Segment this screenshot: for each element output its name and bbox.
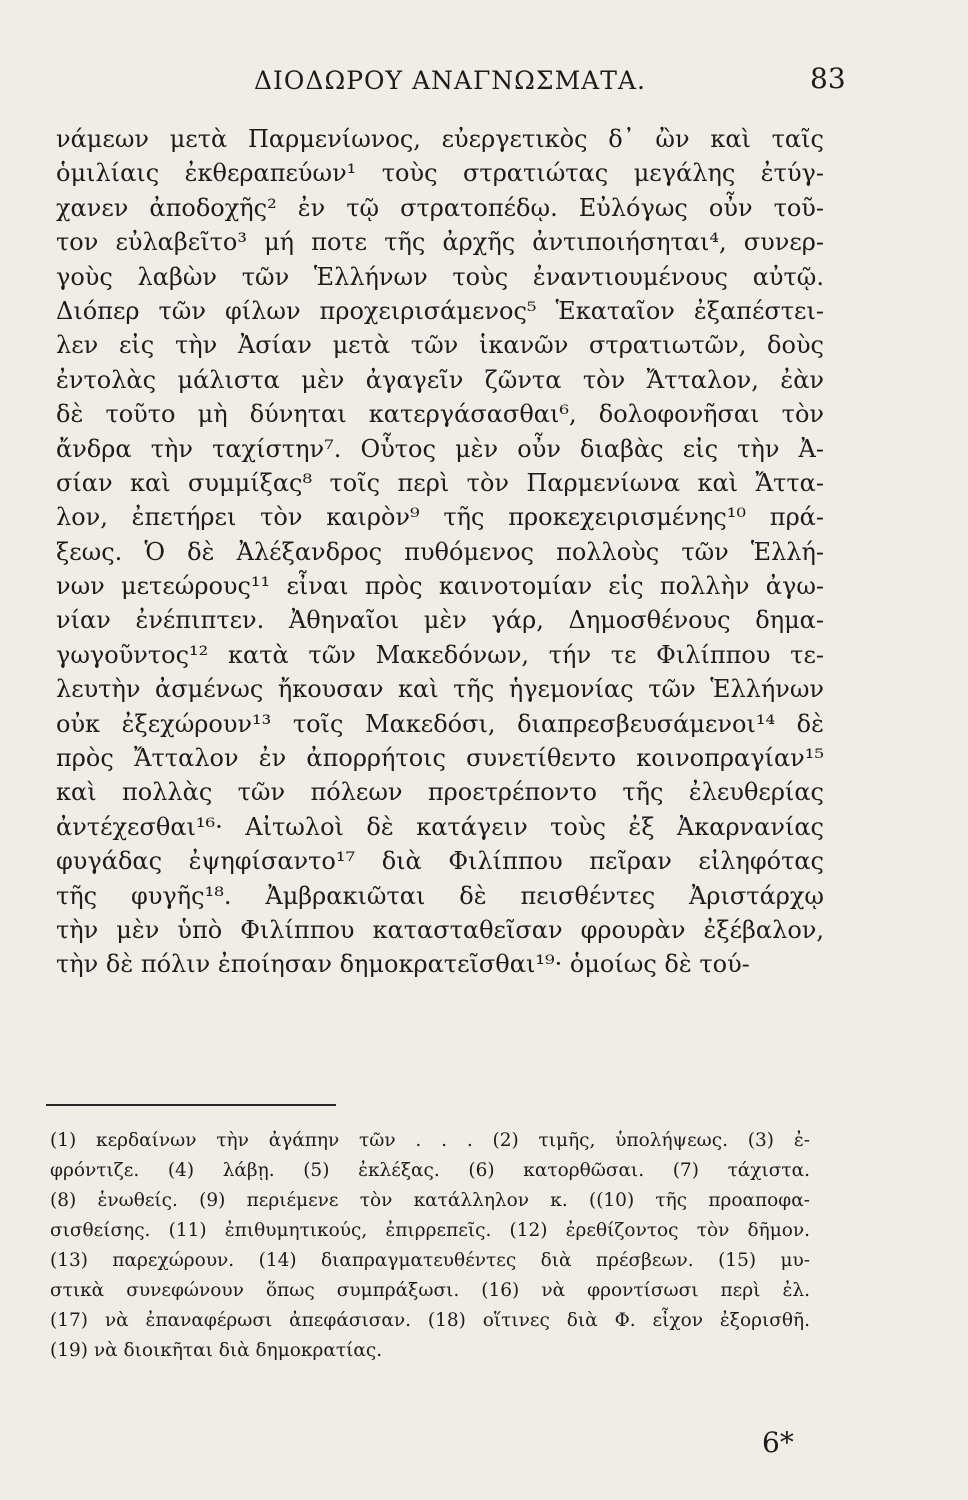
footnote-line: (19) νὰ διοικῆται διὰ δημοκρατίας. (50, 1340, 383, 1361)
text-line: νίαν ἐνέπιπτεν. Ἀθηναῖοι μὲν γάρ, Δημοσθένους δημα- (56, 606, 824, 635)
signature-mark: 6* (762, 1426, 794, 1459)
text-line: ἀντέχεσθαι¹⁶· Αἰτωλοὶ δὲ κατάγειν τοὺς ἐξ Ἀκαρνανίας (56, 812, 824, 841)
text-line: σίαν καὶ συμμίξας⁸ τοῖς περὶ τὸν Παρμενίωνα καὶ Ἄττα- (56, 468, 824, 497)
text-line: φυγάδας ἐψηφίσαντο¹⁷ διὰ Φιλίππου πεῖραν εἰληφότας (56, 847, 824, 876)
footnote-line: σισθείσης. (11) ἐπιθυμητικούς, ἐπιρρεπεῖς. (12) ἐρεθίζοντος τὸν δῆμον. (50, 1220, 810, 1241)
text-line: τῆς φυγῆς¹⁸. Ἀμβρακιῶται δὲ πεισθέντες Ἀριστάρχῳ (56, 881, 824, 910)
running-title: ΔΙΟΔΩΡΟΥ ΑΝΑΓΝΩΣΜΑΤΑ. (254, 66, 646, 95)
text-line: ὁμιλίαις ἐκθεραπεύων¹ τοὺς στρατιώτας μεγάλης ἐτύγ- (56, 159, 824, 188)
text-line: ἄνδρα τὴν ταχίστην⁷. Οὗτος μὲν οὖν διαβὰς εἰς τὴν Ἀ- (56, 434, 824, 463)
footnote-line: (17) νὰ ἐπαναφέρωσι ἀπεφάσισαν. (18) οἵτινες διὰ Φ. εἶχον ἐξορισθῆ. (50, 1310, 810, 1331)
text-line: τον εὐλαβεῖτο³ μή ποτε τῆς ἀρχῆς ἀντιποιήσηται⁴, συνερ- (56, 228, 824, 257)
footnote-rule (46, 1104, 336, 1106)
text-line: δὲ τοῦτο μὴ δύνηται κατεργάσασθαι⁶, δολοφονῆσαι τὸν (56, 400, 824, 429)
text-line: πρὸς Ἄτταλον ἐν ἀπορρήτοις συνετίθεντο κοινοπραγίαν¹⁵ (56, 744, 824, 773)
text-line: λεν εἰς τὴν Ἀσίαν μετὰ τῶν ἱκανῶν στρατιωτῶν, δοὺς (56, 331, 824, 360)
text-line: γοὺς λαβὼν τῶν Ἑλλήνων τοὺς ἐναντιουμένους αὐτῷ. (56, 262, 824, 291)
text-line: λον, ἐπετήρει τὸν καιρὸν⁹ τῆς προκεχειρισμένης¹⁰ πρά- (56, 503, 824, 532)
text-line: οὐκ ἐξεχώρουν¹³ τοῖς Μακεδόσι, διαπρεσβευσάμενοι¹⁴ δὲ (56, 709, 824, 738)
footnote-line: στικὰ συνεφώνουν ὅπως συμπράξωσι. (16) νὰ φροντίσωσι περὶ ἐλ. (50, 1280, 810, 1301)
page-number: 83 (810, 62, 846, 95)
text-line: καὶ πολλὰς τῶν πόλεων προετρέποντο τῆς ἐλευθερίας (56, 778, 824, 807)
text-line: τὴν δὲ πόλιν ἐποίησαν δημοκρατεῖσθαι¹⁹· ὁμοίως δὲ τού- (56, 950, 750, 979)
page-header (0, 62, 968, 102)
footnote-line: (1) κερδαίνων τὴν ἀγάπην τῶν . . . (2) τιμῆς, ὑπολήψεως. (3) ἐ- (50, 1130, 810, 1151)
text-line: γωγοῦντος¹² κατὰ τῶν Μακεδόνων, τήν τε Φιλίππου τε- (56, 640, 824, 669)
footnote-line: (13) παρεχώρουν. (14) διαπραγματευθέντες διὰ πρέσβεων. (15) μυ- (50, 1250, 810, 1271)
text-line: Διόπερ τῶν φίλων προχειρισάμενος⁵ Ἑκαταῖον ἐξαπέστει- (56, 296, 824, 325)
footnotes (50, 1126, 810, 1366)
main-text (56, 122, 824, 982)
text-line: ἐντολὰς μάλιστα μὲν ἀγαγεῖν ζῶντα τὸν Ἄτταλον, ἐὰν (56, 365, 824, 394)
text-line: ξεως. Ὁ δὲ Ἀλέξανδρος πυθόμενος πολλοὺς τῶν Ἑλλή- (56, 537, 824, 566)
footnote-line: (8) ἑνωθείς. (9) περιέμενε τὸν κατάλληλον κ. ((10) τῆς προαποφα- (50, 1190, 810, 1211)
text-line: χανεν ἀποδοχῆς² ἐν τῷ στρατοπέδῳ. Εὐλόγως οὖν τοῦ- (56, 193, 824, 222)
text-line: νάμεων μετὰ Παρμενίωνος, εὐεργετικὸς δ᾽ ὢν καὶ ταῖς (56, 125, 824, 153)
footnote-line: φρόντιζε. (4) λάβῃ. (5) ἐκλέξας. (6) κατορθῶσαι. (7) τάχιστα. (50, 1160, 810, 1181)
text-line: λευτὴν ἀσμένως ἤκουσαν καὶ τῆς ἡγεμονίας τῶν Ἑλλήνων (56, 675, 824, 704)
text-line: νων μετεώρους¹¹ εἶναι πρὸς καινοτομίαν εἰς πολλὴν ἀγω- (56, 572, 824, 601)
text-line: τὴν μὲν ὑπὸ Φιλίππου κατασταθεῖσαν φρουρὰν ἐξέβαλον, (56, 915, 824, 944)
